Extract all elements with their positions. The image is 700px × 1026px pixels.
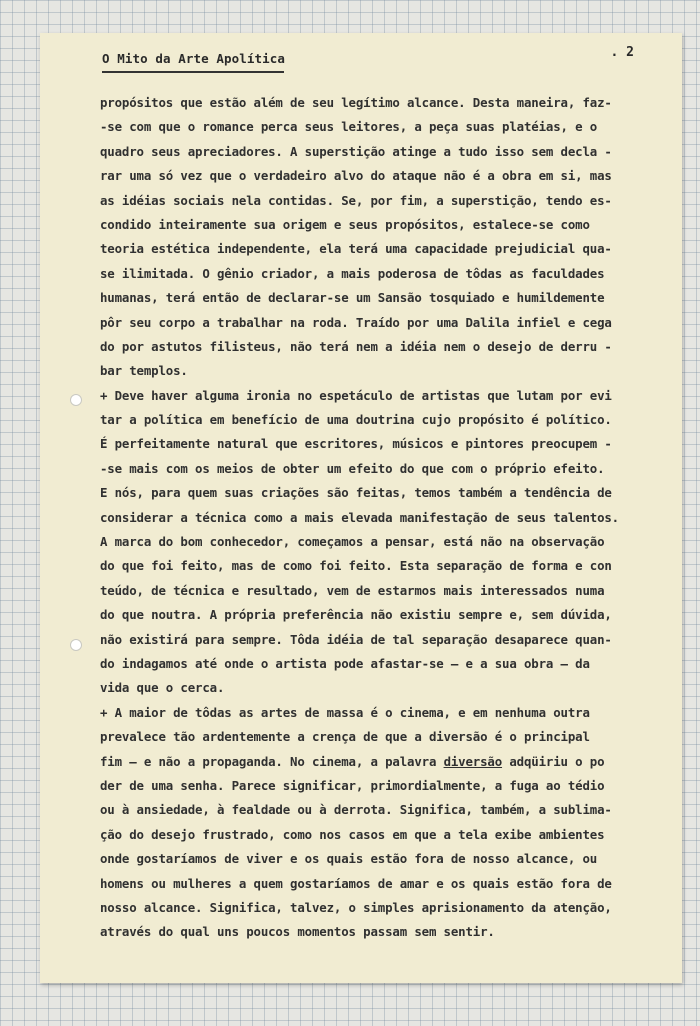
text-line: as idéias sociais nela contidas. Se, por fim, a superstição, tendo es- [100, 192, 612, 208]
page-number: . 2 [610, 45, 634, 60]
punch-hole-bottom [70, 639, 82, 651]
page-header-title: O Mito da Arte Apolítica [102, 51, 286, 66]
text-line: ção do desejo frustrado, como nos casos em que a tela exibe ambientes [100, 826, 605, 842]
text-line: do por astutos filisteus, não terá nem a idéia nem o desejo de derru - [100, 338, 612, 354]
text-line: -se com que o romance perca seus leitores, a peça suas platéias, e o [100, 119, 598, 135]
text-line: prevalece tão ardentemente a crença de que a diversão é o principal [100, 729, 590, 745]
text-line: + Deve haver alguma ironia no espetáculo de artistas que lutam por evi [100, 387, 612, 403]
typewritten-page [40, 33, 682, 983]
text-line: der de uma senha. Parece significar, primordialmente, a fuga ao tédio [100, 777, 605, 793]
text-line: -se mais com os meios de obter um efeito do que com o próprio efeito. [100, 460, 605, 476]
text-line: homens ou mulheres a quem gostaríamos de amar e os quais estão fora de [100, 875, 612, 891]
line-segment: adqüiriu o po [502, 753, 605, 769]
text-line: quadro seus apreciadores. A superstição atinge a tudo isso sem decla - [100, 143, 612, 159]
text-line: condido inteiramente sua origem e seus propósitos, estalece-se como [100, 216, 590, 232]
text-line: humanas, terá então de declarar-se um Sansão tosquiado e humildemente [100, 290, 605, 306]
text-line: através do qual uns poucos momentos passam sem sentir. [100, 924, 495, 940]
text-line: teoria estética independente, ela terá uma capacidade prejudicial qua- [100, 241, 612, 257]
text-line: tar a política em benefício de uma doutrina cujo propósito é político. [100, 412, 612, 428]
text-line: do indagamos até onde o artista pode afastar-se — e a sua obra — da [100, 655, 590, 671]
text-line: + A maior de tôdas as artes de massa é o cinema, e em nenhuma outra [100, 704, 590, 720]
line-segment: fim — e não a propaganda. No cinema, a palavra [100, 753, 444, 769]
punch-hole-top [70, 394, 82, 406]
text-line: A marca do bom conhecedor, começamos a pensar, está não na observação [100, 534, 605, 550]
underlined-word: diversão [443, 753, 503, 769]
text-line: nosso alcance. Significa, talvez, o simples aprisionamento da atenção, [100, 899, 612, 915]
text-line: propósitos que estão além de seu legítimo alcance. Desta maneira, faz- [100, 95, 612, 110]
text-line: ou à ansiedade, à fealdade ou à derrota. Significa, também, a sublima- [100, 802, 612, 818]
text-line: vida que o cerca. [100, 680, 225, 696]
text-line: É perfeitamente natural que escritores, músicos e pintores preocupem - [100, 436, 612, 452]
text-line: onde gostaríamos de viver e os quais estão fora de nosso alcance, ou [100, 851, 598, 867]
text-line-with-underline [100, 750, 660, 774]
text-line: não existirá para sempre. Tôda idéia de tal separação desaparece quan- [100, 631, 612, 647]
text-line: teúdo, de técnica e resultado, vem de estarmos mais interessados numa [100, 582, 605, 598]
header-underline [102, 71, 284, 73]
text-line: do que noutra. A própria preferência não existiu sempre e, sem dúvida, [100, 607, 612, 623]
body-text [100, 91, 660, 945]
text-line: considerar a técnica como a mais elevada manifestação de seus talentos. [100, 509, 619, 525]
text-line: rar uma só vez que o verdadeiro alvo do ataque não é a obra em si, mas [100, 168, 612, 184]
text-line: se ilimitada. O gênio criador, a mais poderosa de tôdas as faculdades [100, 265, 605, 281]
text-line: do que foi feito, mas de como foi feito. Esta separação de forma e con [100, 558, 612, 574]
text-line: pôr seu corpo a trabalhar na roda. Traído por uma Dalila infiel e cega [100, 314, 612, 330]
text-line: bar templos. [100, 363, 188, 379]
text-line: E nós, para quem suas criações são feitas, temos também a tendência de [100, 485, 612, 501]
